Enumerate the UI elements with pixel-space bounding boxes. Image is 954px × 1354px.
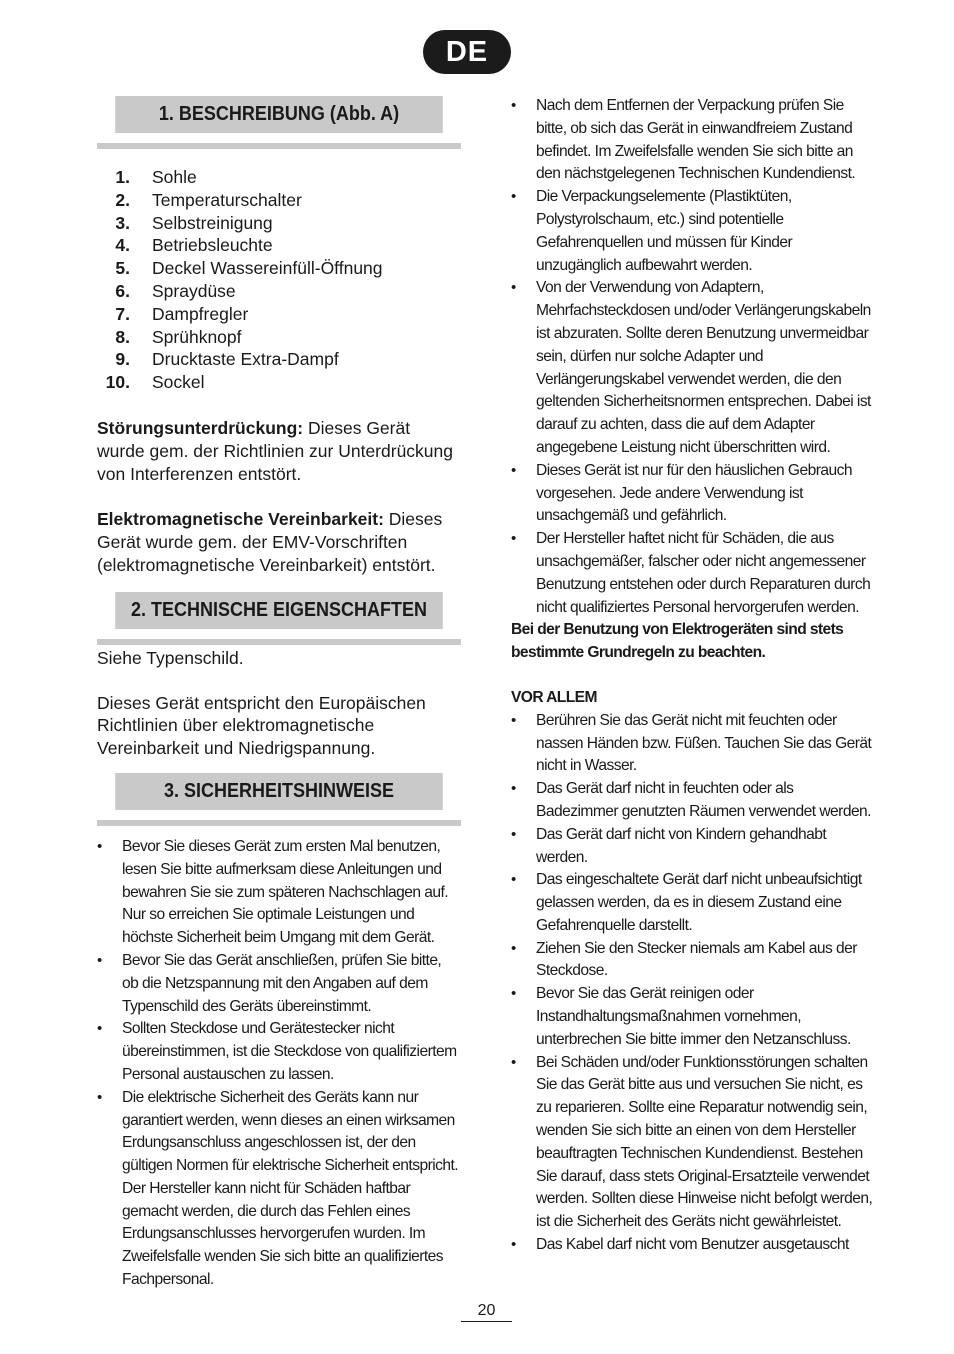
list-item	[97, 257, 461, 280]
rating-plate-note: Siehe Typenschild.	[97, 647, 244, 668]
page-number: 20	[461, 1302, 512, 1322]
list-item	[97, 280, 461, 303]
vor-allem-heading: VOR ALLEM	[511, 688, 597, 706]
item-label: Sprühknopf	[152, 326, 242, 347]
list-item	[97, 212, 461, 235]
safety-list-left	[97, 836, 461, 1292]
list-item	[97, 371, 461, 394]
left-column	[97, 96, 461, 1292]
section-divider	[97, 820, 461, 826]
list-item	[97, 166, 461, 189]
list-item: • Bei Schäden und/oder Funktionsstörungen schalten Sie das Gerät bitte aus und versuchen Sie nicht, es zu reparieren. Sollte eine Reparatur notwendig sein, wenden Sie sich bitte an einen von dem Hersteller beauftragten Technischen Kundendienst. Bestehen Sie darauf, dass stets Original-Ersatzteile verwendet werden. Sollten diese Hinweise nicht befolgt werden, ist die Sicherheit des Geräts nicht gewährleistet.	[511, 1052, 877, 1234]
list-item: • Von der Verwendung von Adaptern, Mehrfachsteckdosen und/oder Verlängerungskabeln ist abzuraten. Sollte deren Benutzung unvermeidbar sein, dürfen nur solche Adapter und Verlängerungskabel verwendet werden, die den geltenden Sicherheitsnormen entsprechen. Dabei ist darauf zu achten, dass die auf dem Adapter angegebene Leistung nicht überschritten wird.	[511, 277, 877, 459]
right-column	[511, 95, 877, 1257]
list-item: • Das Gerät darf nicht in feuchten oder als Badezimmer genutzten Räumen verwendet werden.	[511, 778, 877, 824]
item-label: Temperaturschalter	[152, 189, 302, 210]
section-header-technical: 2. TECHNISCHE EIGENSCHAFTEN	[115, 592, 443, 629]
item-number: 7.	[115, 303, 130, 324]
item-label: Betriebsleuchte	[152, 235, 273, 256]
item-label: Dampfregler	[152, 303, 249, 324]
language-badge: DE	[423, 30, 511, 74]
list-item: • Das eingeschaltete Gerät darf nicht unbeaufsichtigt gelassen werden, da es in diesem Zustand eine Gefahrenquelle darstellt.	[511, 869, 877, 937]
item-number: 2.	[115, 189, 130, 210]
item-number: 6.	[115, 280, 130, 301]
item-number: 9.	[115, 349, 130, 370]
interference-paragraph	[97, 417, 461, 485]
emc-label: Elektromagnetische Vereinbarkeit:	[97, 509, 384, 530]
item-number: 5.	[115, 258, 130, 279]
list-item	[97, 234, 461, 257]
list-item	[97, 326, 461, 349]
section-divider	[97, 143, 461, 149]
list-item: • Die Verpackungselemente (Plastiktüten, Polystyrolschaum, etc.) sind potentielle Gefahrenquellen und müssen für Kinder unzugänglich aufbewahrt werden.	[511, 186, 877, 277]
safety-list-right	[511, 95, 877, 619]
list-item: • Ziehen Sie den Stecker niemals am Kabel aus der Steckdose.	[511, 938, 877, 984]
item-label: Selbstreinigung	[152, 212, 273, 233]
list-item: • Berühren Sie das Gerät nicht mit feuchten oder nassen Händen bzw. Füßen. Tauchen Sie das Gerät nicht in Wasser.	[511, 710, 877, 778]
item-number: 8.	[115, 326, 130, 347]
section-header-description: 1. BESCHREIBUNG (Abb. A)	[115, 96, 443, 133]
item-number: 4.	[115, 235, 130, 256]
list-item: • Die elektrische Sicherheit des Geräts kann nur garantiert werden, wenn dieses an einen wirksamen Erdungsanschluss angeschlossen ist, der den gültigen Normen für elektrische Sicherheit entspricht. Der Hersteller kann nicht für Schäden haftbar gemacht werden, die durch das Fehlen eines Erdungsanschlusses hervorgerufen wurden. Im Zweifelsfalle wenden Sie sich bitte an qualifiziertes Fachpersonal.	[97, 1087, 461, 1292]
interference-label: Störungsunterdrückung:	[97, 417, 304, 438]
list-item: • Dieses Gerät ist nur für den häuslichen Gebrauch vorgesehen. Jede andere Verwendung ist unsachgemäß und gefährlich.	[511, 460, 877, 528]
item-label: Deckel Wassereinfüll-Öffnung	[152, 258, 383, 279]
list-item: • Nach dem Entfernen der Verpackung prüfen Sie bitte, ob sich das Gerät in einwandfreiem Zustand befindet. Im Zweifelsfalle wenden Sie sich bitte an den nächstgelegenen Technischen Kundendienst.	[511, 95, 877, 186]
list-item: • Sollten Steckdose und Gerätestecker nicht übereinstimmen, ist die Steckdose von qualifiziertem Personal austauschen zu lassen.	[97, 1018, 461, 1086]
list-item: • Das Gerät darf nicht von Kindern gehandhabt werden.	[511, 824, 877, 870]
vor-allem-list	[511, 710, 877, 1257]
rules-note: Bei der Benutzung von Elektrogeräten sind stets bestimmte Grundregeln zu beachten.	[511, 621, 844, 662]
section-divider	[97, 639, 461, 645]
interference-text: Dieses Gerät wurde gem. der Richtlinien zur Unterdrückung von Interferenzen entstört.	[97, 417, 453, 484]
list-item: • Bevor Sie das Gerät anschließen, prüfen Sie bitte, ob die Netzspannung mit den Angaben auf dem Typenschild des Geräts übereinstimmt.	[97, 950, 461, 1018]
conformity-text: Dieses Gerät entspricht den Europäischen Richtlinien über elektromagnetische Vereinbarkeit und Niedrigspannung.	[97, 692, 426, 759]
item-label: Spraydüse	[152, 280, 236, 301]
emc-text: Dieses Gerät wurde gem. der EMV-Vorschriften (elektromagnetische Vereinbarkeit) entstört.	[97, 509, 443, 575]
list-item	[97, 303, 461, 326]
item-number: 1.	[115, 167, 130, 187]
list-item: • Der Hersteller haftet nicht für Schäden, die aus unsachgemäßer, falscher oder nicht angemessener Benutzung entstehen oder durch Reparaturen durch nicht qualifiziertes Personal hervorgerufen werden.	[511, 528, 877, 619]
item-label: Sohle	[152, 167, 197, 187]
list-item: • Das Kabel darf nicht vom Benutzer ausgetauscht	[511, 1234, 877, 1257]
item-number: 3.	[115, 212, 130, 233]
section-header-safety: 3. SICHERHEITSHINWEISE	[115, 773, 443, 810]
parts-list	[97, 166, 461, 394]
emc-paragraph	[97, 508, 461, 576]
list-item	[97, 189, 461, 212]
item-number: 10.	[105, 372, 130, 393]
item-label: Drucktaste Extra-Dampf	[152, 349, 339, 370]
list-item: • Bevor Sie dieses Gerät zum ersten Mal benutzen, lesen Sie bitte aufmerksam diese Anleitungen und bewahren Sie sie zum späteren Nachschlagen auf. Nur so erreichen Sie optimale Leistungen und höchste Sicherheit beim Umgang mit dem Gerät.	[97, 836, 461, 950]
item-label: Sockel	[152, 372, 205, 393]
list-item: • Bevor Sie das Gerät reinigen oder Instandhaltungsmaßnahmen vornehmen, unterbrechen Sie bitte immer den Netzanschluss.	[511, 983, 877, 1051]
list-item	[97, 348, 461, 371]
